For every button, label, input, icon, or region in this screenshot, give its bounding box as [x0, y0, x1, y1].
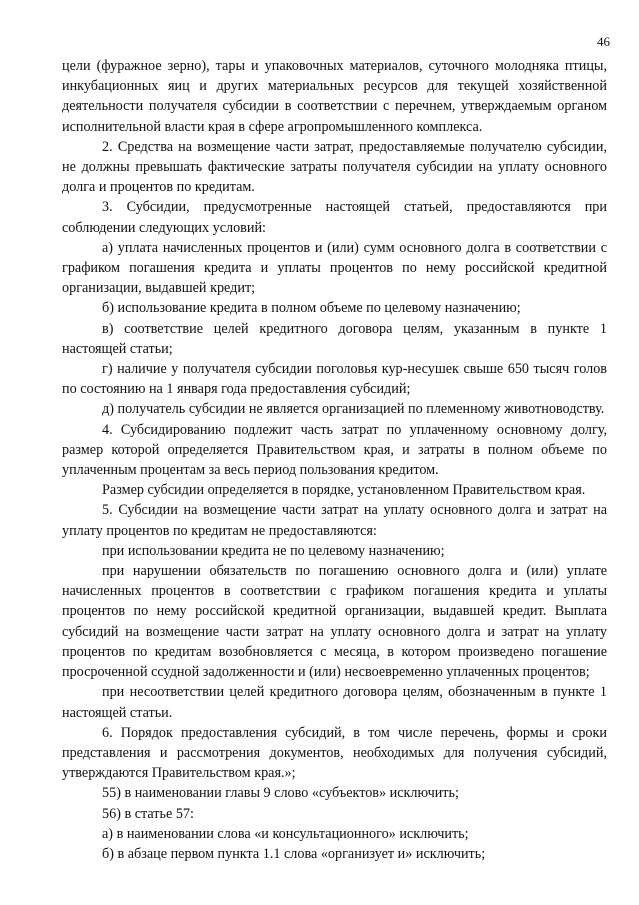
amendment-55: 55) в наименовании главы 9 слово «субъектов» исключить;	[102, 785, 459, 802]
paragraph-subsidy-size: Размер субсидии определяется в порядке, установленном Правительством края.	[102, 482, 586, 499]
exclusion-breach: при нарушении обязательств по погашению основного долга и (или) уплате начисленных процентов в соответствии с графиком погашения кредита и уплаты процентов по нему российской кредитной организации, выдавшей кредит. Выплата субсидий на возмещение части затрат на уплату основного долга и затрат на уплату процентов по кредитам возобновляется с месяца, в котором произведено погашение просроченной ссудной задолженности и (или) несвоевременно уплаченных процентов;	[62, 563, 607, 681]
amendment-56: 56) в статье 57:	[102, 805, 194, 822]
condition-d: д) получатель субсидии не является организацией по племенному животноводству.	[102, 401, 605, 418]
paragraph-item-5: 5. Субсидии на возмещение части затрат на уплату основного долга и затрат на уплату процентов по кредитам не предоставляются:	[62, 502, 607, 539]
page-number: 46	[597, 34, 610, 49]
paragraph-item-4: 4. Субсидированию подлежит часть затрат по уплаченному основному долгу, размер которой определяется Правительством края, и затраты в полном объеме по уплаченным процентам за весь период пользования кредитом.	[62, 421, 607, 479]
paragraph-item-2: 2. Средства на возмещение части затрат, предоставляемые получателю субсидии, не должны превышать фактические затраты получателя субсидии на уплату основного долга и процентов по кредитам.	[62, 138, 607, 196]
amendment-56-a: а) в наименовании слова «и консультационного» исключить;	[102, 825, 469, 842]
amendment-56-b: б) в абзаце первом пункта 1.1 слова «организует и» исключить;	[102, 845, 486, 862]
paragraph-continuation: цели (фуражное зерно), тары и упаковочных материалов, суточного молодняка птицы, инкубационных яиц и других материальных ресурсов для текущей хозяйственной деятельности получателя субсидии в соответствии с перечнем, утверждаемым органом исполнительной власти края в сфере агропромышленного комплекса.	[62, 58, 607, 135]
condition-a: а) уплата начисленных процентов и (или) сумм основного долга в соответствии с графиком погашения кредита и уплаты процентов по нему российской кредитной организации, выдавшей кредит;	[62, 239, 607, 297]
paragraph-item-3: 3. Субсидии, предусмотренные настоящей статьей, предоставляются при соблюдении следующих условий:	[62, 199, 607, 236]
exclusion-misuse: при использовании кредита не по целевому назначению;	[102, 542, 445, 559]
condition-g: г) наличие у получателя субсидии поголовья кур-несушек свыше 650 тысяч голов по состоянию на 1 января года предоставления субсидий;	[62, 361, 607, 398]
exclusion-mismatch: при несоответствии целей кредитного договора целям, обозначенным в пункте 1 настоящей статьи.	[62, 684, 607, 721]
paragraph-item-6: 6. Порядок предоставления субсидий, в том числе перечень, формы и сроки представления и рассмотрения документов, необходимых для получения субсидий, утверждаются Правительством края.»;	[62, 724, 607, 782]
document-body	[62, 56, 607, 864]
condition-b: б) использование кредита в полном объеме по целевому назначению;	[102, 300, 521, 317]
condition-v: в) соответствие целей кредитного договора целям, указанным в пункте 1 настоящей статьи;	[62, 320, 607, 357]
